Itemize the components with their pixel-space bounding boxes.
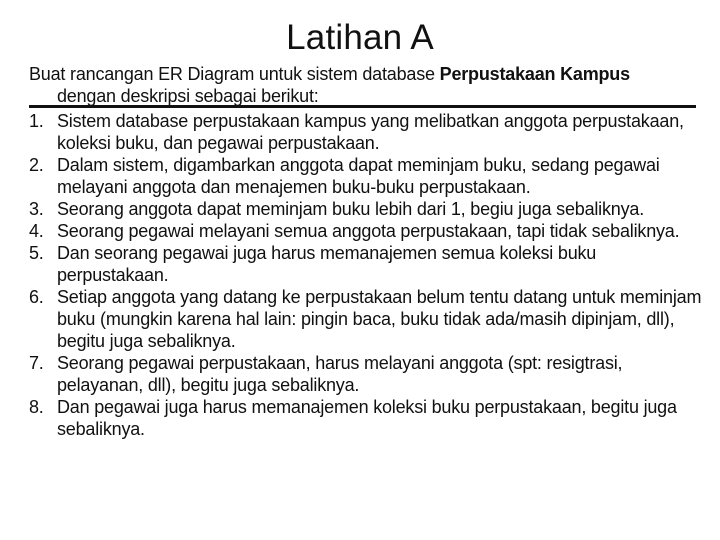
list-item-number: 7. <box>29 353 44 373</box>
list-item-text: Seorang pegawai melayani semua anggota perpustakaan, tapi tidak sebaliknya. <box>57 221 680 241</box>
list-item-text: Seorang pegawai perpustakaan, harus melayani anggota (spt: resigtrasi, pelayanan, dll), begitu juga sebaliknya. <box>57 353 623 395</box>
list-item <box>29 198 709 220</box>
slide-title: Latihan A <box>286 18 434 57</box>
list-item-text: Dan pegawai juga harus memanajemen koleksi buku perpustakaan, begitu juga sebaliknya. <box>57 397 677 439</box>
requirements-list <box>29 110 709 440</box>
intro-prefix: Buat rancangan ER Diagram untuk sistem database <box>29 64 440 84</box>
list-item <box>29 242 709 286</box>
list-item <box>29 220 709 242</box>
list-item-number: 3. <box>29 199 44 219</box>
list-item-text: Setiap anggota yang datang ke perpustakaan belum tentu datang untuk meminjam buku (mungkin karena hal lain: pingin baca, buku tidak ada/masih dipinjam, dll), begitu juga sebaliknya. <box>57 287 702 351</box>
list-item <box>29 396 709 440</box>
list-item-number: 1. <box>29 111 44 131</box>
list-item <box>29 110 709 154</box>
list-item-text: Seorang anggota dapat meminjam buku lebih dari 1, begiu juga sebaliknya. <box>57 199 645 219</box>
list-item-text: Dalam sistem, digambarkan anggota dapat meminjam buku, sedang pegawai melayani anggota dan menajemen buku-buku perpustakaan. <box>57 155 660 197</box>
list-item-text: Dan seorang pegawai juga harus memanajemen semua koleksi buku perpustakaan. <box>57 243 597 285</box>
list-item <box>29 352 709 396</box>
list-item-number: 2. <box>29 155 44 175</box>
divider-line <box>29 105 696 108</box>
intro-bold-system-name: Perpustakaan Kampus <box>439 64 630 84</box>
intro-suffix: dengan deskripsi sebagai berikut: <box>57 86 319 106</box>
list-item-number: 6. <box>29 287 44 307</box>
intro-paragraph <box>29 63 701 107</box>
list-item-number: 8. <box>29 397 44 417</box>
list-item <box>29 154 709 198</box>
list-item-number: 5. <box>29 243 44 263</box>
list-item <box>29 286 709 352</box>
list-item-text: Sistem database perpustakaan kampus yang melibatkan anggota perpustakaan, koleksi buku, dan pegawai perpustakaan. <box>57 111 684 153</box>
list-item-number: 4. <box>29 221 44 241</box>
